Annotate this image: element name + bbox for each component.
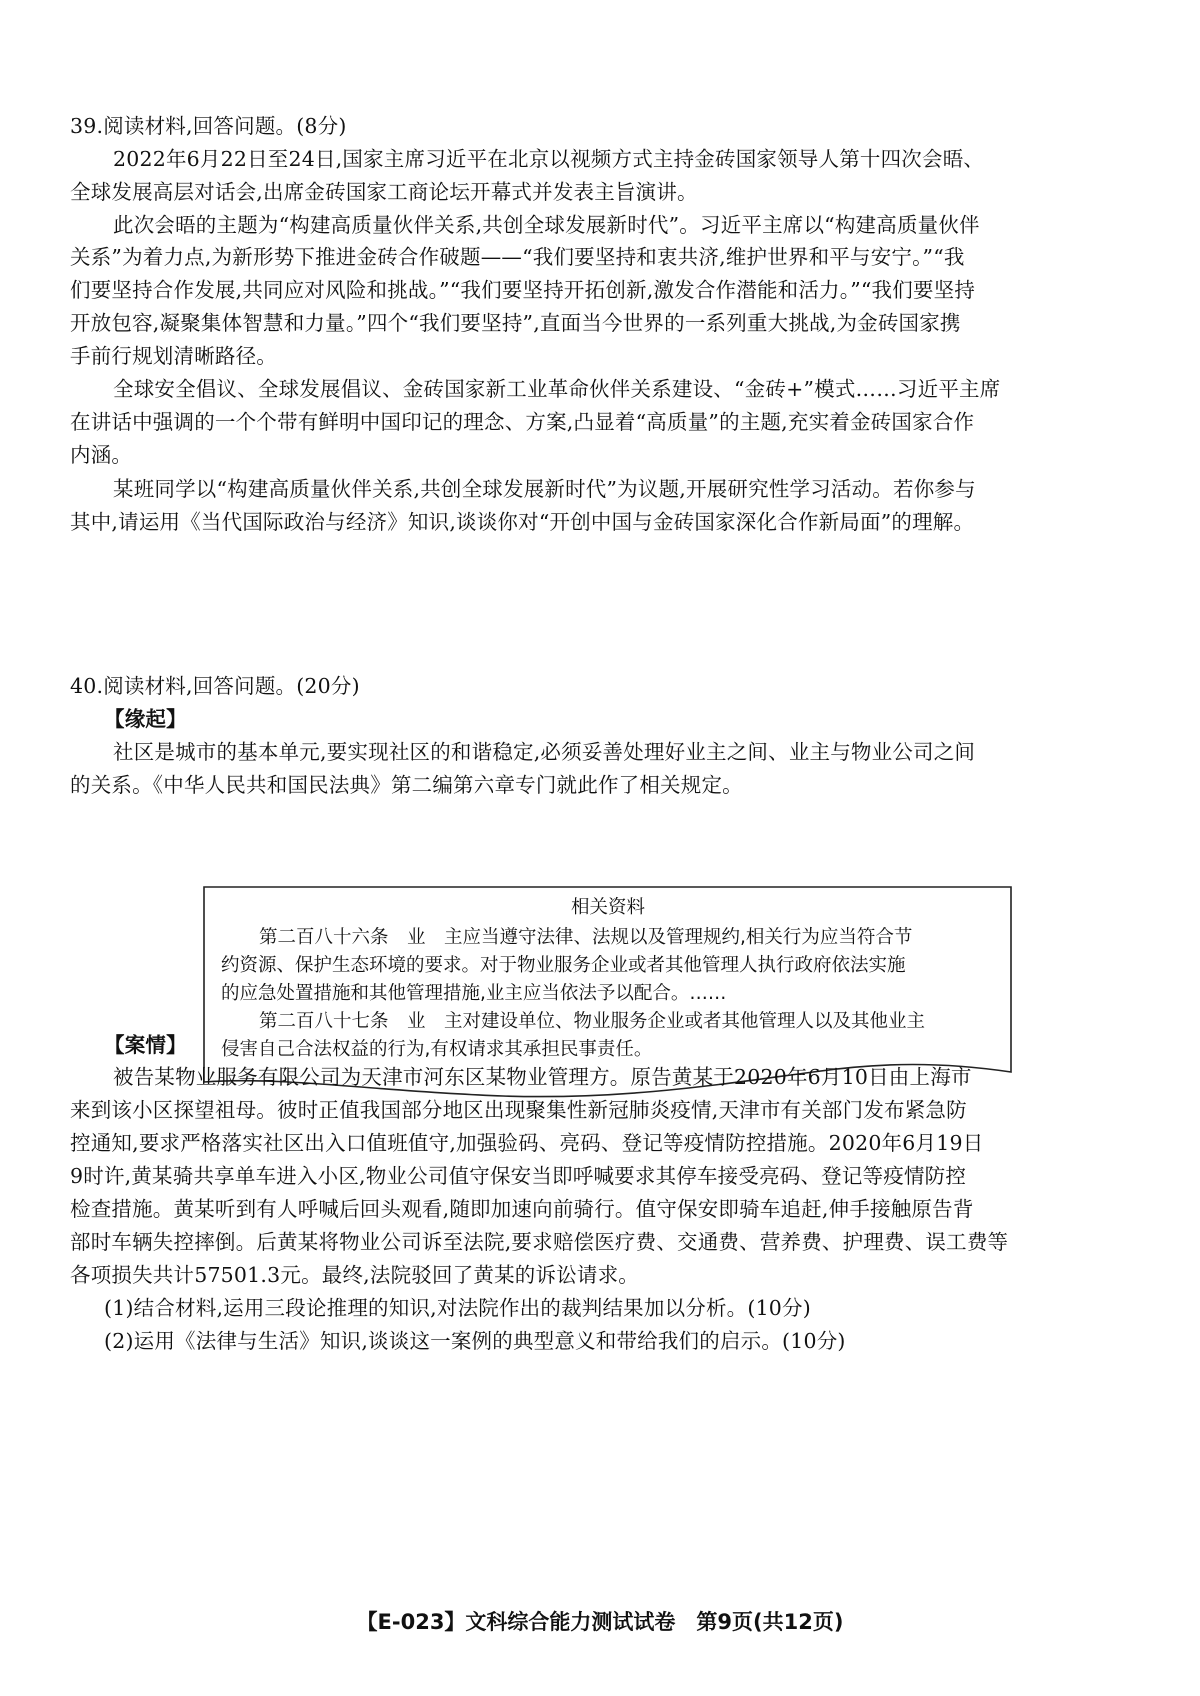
box-line: 的应急处置措施和其他管理措施,业主应当依法予以配合。…… [221, 983, 727, 1004]
q40-case-heading: 【案情】 [104, 1033, 187, 1057]
q39-line: 开放包容,凝聚集体智慧和力量。”四个“我们要坚持”,直面当今世界的一系列重大挑战,为金砖国家携 [70, 311, 961, 335]
q40-sub-question-1: (1)结合材料,运用三段论推理的知识,对法院作出的裁判结果加以分析。(10分) [104, 1296, 811, 1320]
box-line: 第二百八十七条 业 主对建设单位、物业服务企业或者其他管理人以及其他业主 [259, 1011, 926, 1032]
q39-line: 其中,请运用《当代国际政治与经济》知识,谈谈你对“开创中国与金砖国家深化合作新局面”的理解。 [70, 510, 975, 534]
q40-case-line: 检查措施。黄某听到有人呼喊后回头观看,随即加速向前骑行。值守保安即骑车追赶,伸手接触原告背 [70, 1197, 974, 1221]
q39-line: 内涵。 [70, 443, 133, 467]
q40-origin-line: 的关系。《中华人民共和国民法典》第二编第六章专门就此作了相关规定。 [70, 773, 743, 797]
box-title: 相关资料 [570, 897, 645, 918]
box-line: 约资源、保护生态环境的要求。对于物业服务企业或者其他管理人执行政府依法实施 [221, 955, 906, 976]
q39-line: 某班同学以“构建高质量伙伴关系,共创全球发展新时代”为议题,开展研究性学习活动。若你参与 [113, 477, 976, 501]
q39-line: 全球发展高层对话会,出席金砖国家工商论坛开幕式并发表主旨演讲。 [70, 180, 698, 204]
q40-case-line: 9时许,黄某骑共享单车进入小区,物业公司值守保安当即呼喊要求其停车接受亮码、登记等疫情防控 [70, 1164, 967, 1188]
q39-line: 2022年6月22日至24日,国家主席习近平在北京以视频方式主持金砖国家领导人第十四次会晤、 [113, 147, 985, 171]
q40-origin-line: 社区是城市的基本单元,要实现社区的和谐稳定,必须妥善处理好业主之间、业主与物业公司之间 [113, 740, 976, 764]
q40-case-line: 来到该小区探望祖母。彼时正值我国部分地区出现聚集性新冠肺炎疫情,天津市有关部门发布紧急防 [70, 1098, 967, 1122]
q39-line: 们要坚持合作发展,共同应对风险和挑战。”“我们要坚持开拓创新,激发合作潜能和活力。”“我们要坚持 [70, 278, 976, 302]
q40-origin-heading: 【缘起】 [104, 707, 187, 731]
q39-line: 此次会晤的主题为“构建高质量伙伴关系,共创全球发展新时代”。习近平主席以“构建高质量伙伴 [113, 213, 980, 237]
q39-title: 39.阅读材料,回答问题。(8分) [70, 114, 347, 138]
q40-case-line: 被告某物业服务有限公司为天津市河东区某物业管理方。原告黄某于2020年6月10日由上海市 [113, 1065, 972, 1089]
q40-case-line: 控通知,要求严格落实社区出入口值班值守,加强验码、亮码、登记等疫情防控措施。2020年6月19日 [70, 1131, 984, 1155]
page-footer: 【E-023】文科综合能力测试试卷 第9页(共12页) [356, 1610, 844, 1634]
q40-case-line: 各项损失共计57501.3元。最终,法院驳回了黄某的诉讼请求。 [70, 1263, 639, 1287]
q40-case-line: 部时车辆失控摔倒。后黄某将物业公司诉至法院,要求赔偿医疗费、交通费、营养费、护理费、误工费等 [70, 1230, 1009, 1254]
q39-line: 全球安全倡议、全球发展倡议、金砖国家新工业革命伙伴关系建设、“金砖+”模式……习近平主席 [113, 377, 1001, 401]
box-line: 侵害自己合法权益的行为,有权请求其承担民事责任。 [221, 1039, 653, 1060]
box-line: 第二百八十六条 业 主应当遵守法律、法规以及管理规约,相关行为应当符合节 [259, 927, 913, 948]
q39-line: 在讲话中强调的一个个带有鲜明中国印记的理念、方案,凸显着“高质量”的主题,充实着金砖国家合作 [70, 410, 975, 434]
q40-sub-question-2: (2)运用《法律与生活》知识,谈谈这一案例的典型意义和带给我们的启示。(10分) [104, 1329, 846, 1353]
q39-line: 关系”为着力点,为新形势下推进金砖合作破题——“我们要坚持和衷共济,维护世界和平与安宁。”“我 [70, 245, 965, 269]
q39-line: 手前行规划清晰路径。 [70, 344, 277, 368]
q40-title: 40.阅读材料,回答问题。(20分) [70, 674, 360, 698]
